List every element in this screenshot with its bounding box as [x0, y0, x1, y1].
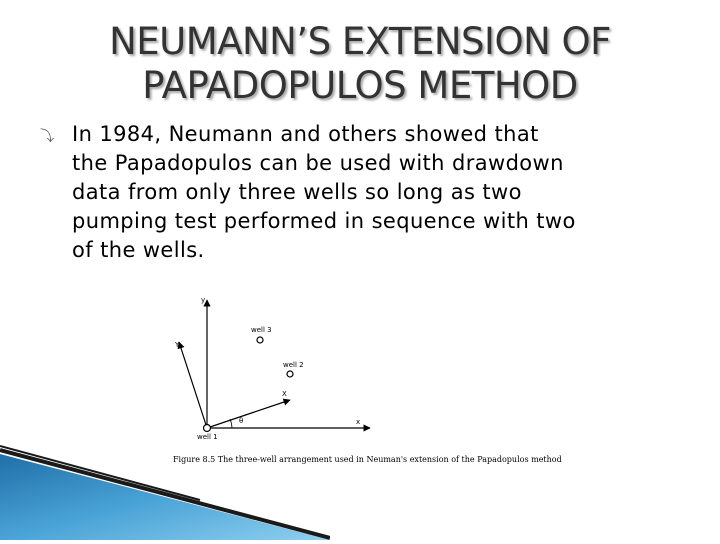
well-1-label: well 1 — [197, 433, 218, 441]
body-line-4: pumping test performed in sequence with two — [72, 209, 576, 233]
title-line-2: PAPADOPULOS METHOD — [142, 64, 578, 107]
angle-label: θ — [239, 417, 244, 425]
Y-axis-label: Y — [175, 341, 180, 349]
well-3-marker — [257, 337, 263, 343]
x-axis-label: x — [356, 418, 361, 426]
Y-axis-line — [179, 342, 207, 428]
well-2-label: well 2 — [283, 361, 304, 369]
corner-decoration — [0, 440, 330, 540]
body-line-5: of the wells. — [72, 238, 205, 262]
figure-caption: Figure 8.5 The three-well arrangement used in Neuman's extension of the Papadopulos method — [173, 455, 562, 464]
y-axis-label: y — [201, 296, 206, 304]
body-line-2: the Papadopulos can be used with drawdown — [72, 151, 564, 175]
bullet-paragraph — [72, 120, 712, 265]
well-1-marker — [204, 425, 211, 432]
body-line-1: In 1984, Neumann and others showed that — [72, 122, 539, 146]
X-axis-label: X — [282, 390, 287, 398]
body-line-3: data from only three wells so long as two — [72, 180, 522, 204]
X-axis-line — [207, 400, 290, 428]
title-line-1: NEUMANN’S EXTENSION OF — [109, 20, 611, 63]
well-3-label: well 3 — [251, 326, 272, 334]
curved-arrow-bullet-icon: ⤵ — [40, 129, 54, 145]
slide-title — [60, 20, 660, 108]
well-2-marker — [287, 371, 293, 377]
